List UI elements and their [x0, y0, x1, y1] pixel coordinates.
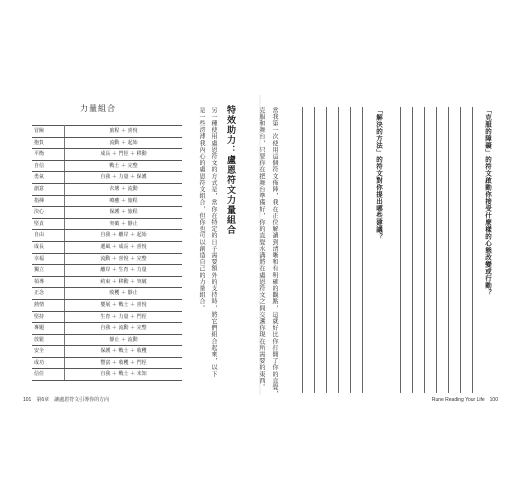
combination-formula: 自我 ＋ 離岸 ＋ 起始	[65, 230, 183, 242]
section-title: 特效助力：盧恩符文力量組合	[225, 105, 235, 235]
combination-name: 專題	[32, 323, 65, 335]
table-row	[32, 172, 182, 184]
table-row	[32, 311, 182, 323]
answer-line	[362, 107, 363, 393]
combination-name: 堅持	[32, 311, 65, 323]
answer-line	[326, 107, 327, 393]
answer-line	[412, 107, 413, 393]
combination-formula: 療癒 ＋ 旅程	[65, 195, 183, 207]
right-page-footer: Rune Reading Your Life 100	[431, 397, 498, 403]
answer-line	[472, 107, 473, 393]
combination-name: 正念	[32, 288, 65, 300]
combination-formula: 流動 ＋ 起始	[65, 137, 183, 149]
answer-line	[338, 107, 339, 393]
table-row	[32, 288, 182, 300]
question-obstacle: 「克服的障礙」的符文啟動你接受什麼樣的心態改變或行動？	[484, 107, 492, 296]
combination-name: 信任	[32, 369, 65, 381]
right-page	[258, 95, 498, 413]
table-row	[32, 253, 182, 265]
table-row	[32, 137, 182, 149]
table-row	[32, 241, 182, 253]
combination-name: 安全	[32, 346, 65, 358]
combination-formula: 成長 ＋ 門徑 ＋ 移動	[65, 149, 183, 161]
combination-name: 領導	[32, 276, 65, 288]
table-row	[32, 218, 182, 230]
paragraph-line: 另一種使用盧恩符文的方式是，當你在特定的日子需要額外的支持時，將它們組合起來，以下	[210, 107, 217, 378]
table-row	[32, 230, 182, 242]
combination-formula: 自我 ＋ 力量 ＋ 保護	[65, 172, 183, 184]
combination-formula: 突破 ＋ 靜止	[65, 218, 183, 230]
table-row	[32, 276, 182, 288]
combination-name: 自由	[32, 230, 65, 242]
combination-formula: 約束 ＋ 移動 ＋ 突破	[65, 276, 183, 288]
combination-formula: 離岸 ＋ 生育 ＋ 力量	[65, 265, 183, 277]
combination-formula: 戰士 ＋ 完整	[65, 160, 183, 172]
left-page	[22, 95, 258, 413]
combination-name: 創意	[32, 183, 65, 195]
combination-name: 自信	[32, 160, 65, 172]
table-row	[32, 207, 182, 219]
table-row	[32, 369, 182, 381]
answer-line	[314, 107, 315, 393]
closing-paragraph-line: 當我第一次使用這個符文佈陣，我在正位解讀到清晰和有明確的觀點，這就好比你打開了你的直覺，	[271, 107, 278, 398]
combination-formula: 收穫 ＋ 靜止	[65, 288, 183, 300]
answer-line	[460, 107, 461, 393]
answer-line	[302, 107, 303, 393]
combination-name: 決心	[32, 207, 65, 219]
power-combination-table	[32, 125, 182, 381]
left-page-footer: 101 第6章 讓盧恩符文引導你的方向	[23, 397, 110, 403]
table-title: 力量組合	[80, 104, 116, 113]
combination-formula: 自我 ＋ 戰士 ＋ 未知	[65, 369, 183, 381]
table-row	[32, 265, 182, 277]
combination-name: 獨立	[32, 265, 65, 277]
combination-name: 堅貞	[32, 218, 65, 230]
combination-formula: 流動 ＋ 喜悅 ＋ 完整	[65, 253, 183, 265]
table-row	[32, 126, 182, 138]
answer-line	[350, 107, 351, 393]
combination-formula: 衣壞 ＋ 流動	[65, 183, 183, 195]
combination-formula: 靜止 ＋ 流動	[65, 334, 183, 346]
table-row	[32, 195, 182, 207]
combination-name: 勇氣	[32, 172, 65, 184]
combination-name: 指揮	[32, 195, 65, 207]
combination-formula: 生育 ＋ 力量 ＋ 門徑	[65, 311, 183, 323]
combination-name: 成長	[32, 241, 65, 253]
combination-name: 放鬆	[32, 334, 65, 346]
table-row	[32, 346, 182, 358]
combination-name: 幸福	[32, 253, 65, 265]
combination-name: 抱負	[32, 137, 65, 149]
combination-formula: 旅程 ＋ 喜悅	[65, 126, 183, 138]
combination-name: 平衡	[32, 149, 65, 161]
answer-line	[400, 107, 401, 393]
combination-formula: 嬰展 ＋ 戰士 ＋ 喜悅	[65, 299, 183, 311]
combination-formula: 自我 ＋ 流動 ＋ 完整	[65, 323, 183, 335]
answer-line	[436, 107, 437, 393]
combination-formula: 保護 ＋ 戰士 ＋ 收穫	[65, 346, 183, 358]
closing-paragraph-line: 克服和舞台，只要你在把舞台準備好，你的直覺水溝將在盧恩符文之間交盞你現在所需要的東西。	[258, 107, 265, 391]
table-row	[32, 149, 182, 161]
table-row	[32, 334, 182, 346]
combination-formula: 遷風 ＋ 成長 ＋ 喜悅	[65, 241, 183, 253]
combination-name: 熱情	[32, 299, 65, 311]
question-solution: 「解決的方法」的符文對你提出哪些建議？	[375, 107, 383, 240]
answer-line	[448, 107, 449, 393]
paragraph-line: 是一些滂溥我內心的盧恩符文組合，但你也可以創造自己的力量組合。	[198, 107, 205, 312]
table-row	[32, 357, 182, 369]
answer-line	[424, 107, 425, 393]
table-row	[32, 160, 182, 172]
combination-formula: 保護 ＋ 旅程	[65, 207, 183, 219]
combination-name: 成功	[32, 357, 65, 369]
table-row	[32, 299, 182, 311]
combination-name: 冒險	[32, 126, 65, 138]
table-row	[32, 323, 182, 335]
combination-formula: 豐富 ＋ 收穫 ＋ 門徑	[65, 357, 183, 369]
table-row	[32, 183, 182, 195]
